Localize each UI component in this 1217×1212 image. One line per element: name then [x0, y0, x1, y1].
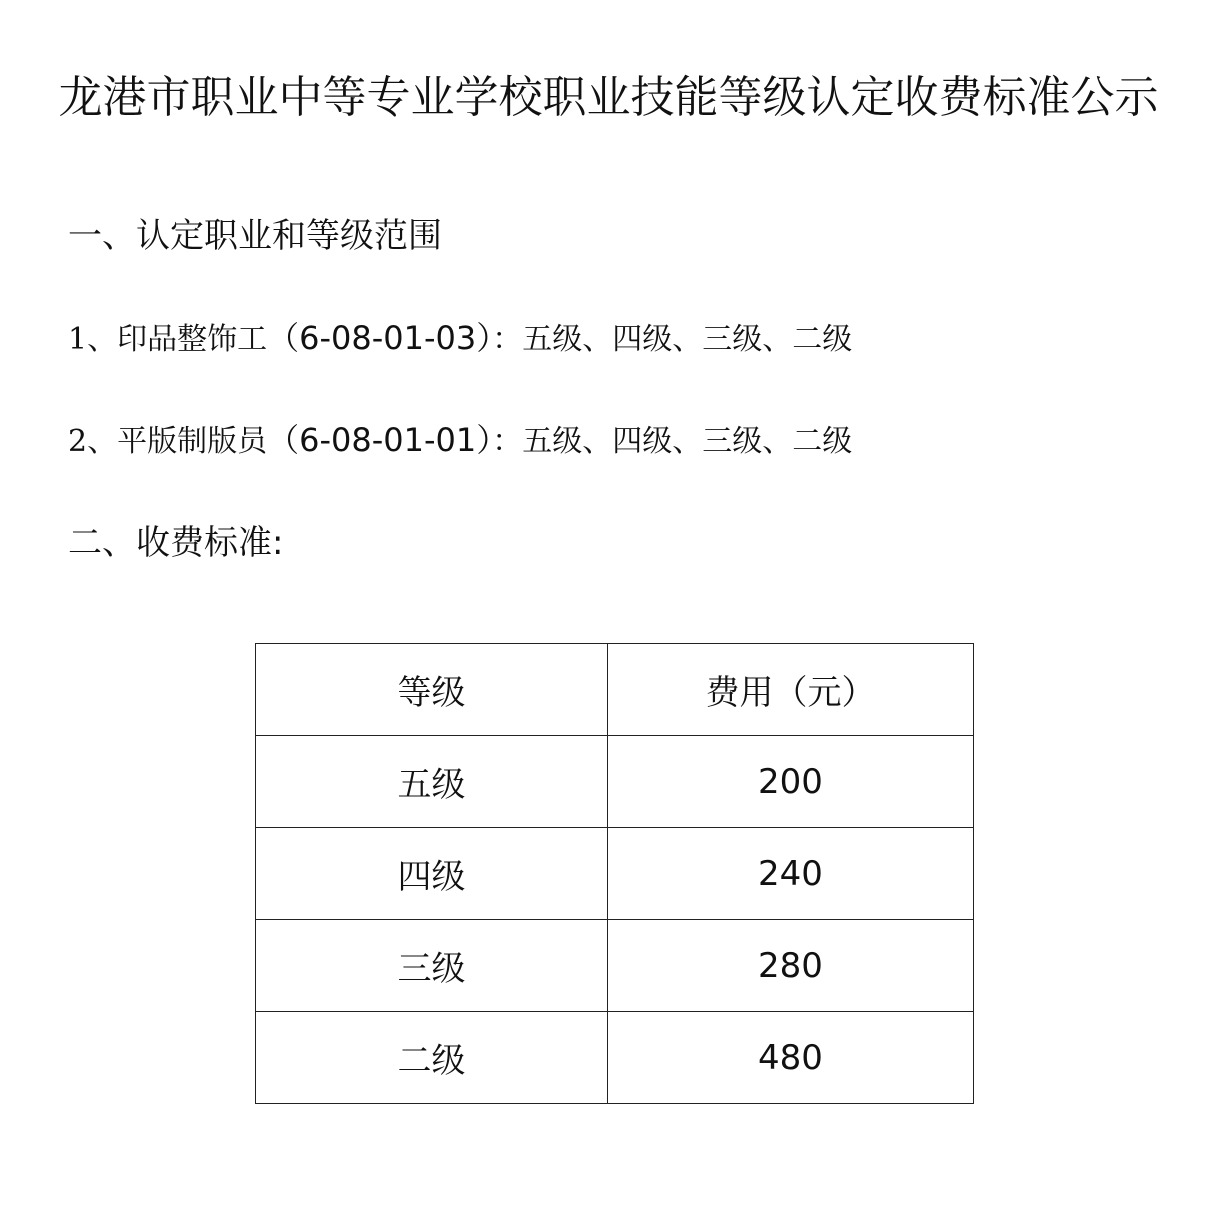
level-cell: 二级 [256, 1012, 608, 1104]
section-heading-fees: 二、收费标准: [68, 523, 284, 563]
header-fee: 费用（元） [608, 644, 974, 736]
occupation-levels: ：五级、四级、三级、二级 [492, 322, 853, 357]
occupation-code: （6-08-01-03） [267, 319, 493, 357]
page-title: 龙港市职业中等专业学校职业技能等级认定收费标准公示 [58, 72, 1159, 123]
occupation-name: 2、平版制版员 [68, 424, 268, 459]
occupation-name: 1、印品整饰工 [68, 322, 268, 357]
fee-table [255, 643, 974, 1104]
level-cell: 四级 [256, 828, 608, 920]
table-row [256, 828, 974, 920]
level-cell: 三级 [256, 920, 608, 1012]
table-header-row [256, 644, 974, 736]
occupation-item-1 [68, 318, 852, 360]
table-row [256, 920, 974, 1012]
table-row [256, 1012, 974, 1104]
table-row [256, 736, 974, 828]
fee-cell: 240 [608, 828, 974, 920]
fee-cell: 480 [608, 1012, 974, 1104]
fee-cell: 280 [608, 920, 974, 1012]
section-heading-scope: 一、认定职业和等级范围 [68, 216, 442, 256]
occupation-levels: ：五级、四级、三级、二级 [492, 424, 853, 459]
header-level: 等级 [256, 644, 608, 736]
occupation-code: （6-08-01-01） [267, 421, 493, 459]
level-cell: 五级 [256, 736, 608, 828]
occupation-item-2 [68, 420, 852, 462]
fee-cell: 200 [608, 736, 974, 828]
